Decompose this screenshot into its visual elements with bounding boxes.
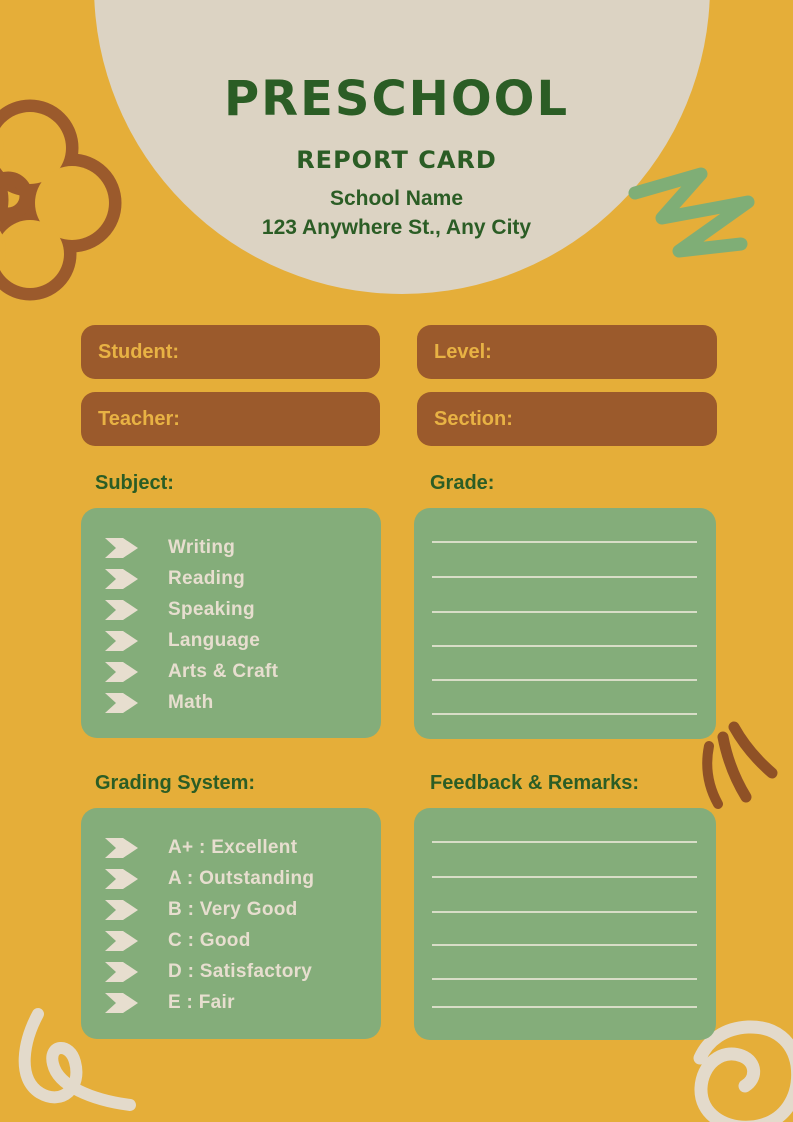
level-field[interactable] [417, 325, 717, 379]
arrow-bullet-icon [105, 538, 138, 558]
writing-line [432, 541, 697, 543]
arrow-bullet-icon [105, 631, 138, 651]
subject-item-label: Math [168, 691, 214, 713]
section-field-label: Section: [434, 408, 513, 430]
student-field-label: Student: [98, 341, 180, 363]
subject-panel [81, 508, 381, 738]
page-title: PRESCHOOL [223, 71, 570, 127]
feedback-remarks-heading: Feedback & Remarks: [430, 772, 639, 794]
list-item [105, 594, 375, 625]
feedback-writing-area[interactable] [414, 808, 716, 1040]
writing-line [432, 576, 697, 578]
grading-item-label: C : Good [168, 929, 251, 951]
writing-line [432, 876, 697, 878]
arrow-bullet-icon [105, 693, 138, 713]
list-item [105, 832, 375, 863]
subject-item-label: Language [168, 629, 261, 651]
writing-line [432, 645, 697, 647]
list-item [105, 894, 375, 925]
subject-heading: Subject: [95, 472, 174, 494]
arrow-bullet-icon [105, 869, 138, 889]
subject-item-label: Arts & Craft [168, 660, 279, 682]
school-address: 123 Anywhere St., Any City [261, 216, 532, 240]
spiral-doodle [700, 1027, 793, 1122]
grading-item-label: B : Very Good [168, 898, 298, 920]
writing-line [432, 944, 697, 946]
subject-item-label: Speaking [168, 598, 255, 620]
list-item [105, 925, 375, 956]
writing-line [432, 679, 697, 681]
arrow-bullet-icon [105, 993, 138, 1013]
writing-line [432, 611, 697, 613]
grading-item-label: E : Fair [168, 991, 235, 1013]
fan-strokes-doodle [707, 727, 772, 804]
arrow-bullet-icon [105, 931, 138, 951]
header [0, 71, 793, 240]
subject-item-label: Writing [168, 536, 236, 558]
list-item [105, 656, 375, 687]
writing-line [432, 978, 697, 980]
arrow-bullet-icon [105, 600, 138, 620]
list-item [105, 956, 375, 987]
list-item [105, 532, 375, 563]
student-field[interactable] [81, 325, 380, 379]
school-name: School Name [329, 187, 464, 211]
grading-item-label: D : Satisfactory [168, 960, 313, 982]
arrow-bullet-icon [105, 569, 138, 589]
writing-line [432, 841, 697, 843]
grade-writing-area[interactable] [414, 508, 716, 739]
writing-line [432, 911, 697, 913]
teacher-field[interactable] [81, 392, 380, 446]
list-item [105, 625, 375, 656]
grading-item-label: A : Outstanding [168, 867, 315, 889]
subject-item-label: Reading [168, 567, 246, 589]
list-item [105, 687, 375, 718]
grading-item-label: A+ : Excellent [168, 836, 298, 858]
grading-system-heading: Grading System: [95, 772, 256, 794]
arrow-bullet-icon [105, 900, 138, 920]
list-item [105, 563, 375, 594]
teacher-field-label: Teacher: [98, 408, 180, 430]
list-item [105, 863, 375, 894]
writing-line [432, 713, 697, 715]
report-card-subtitle: REPORT CARD [296, 146, 497, 175]
arrow-bullet-icon [105, 662, 138, 682]
arrow-bullet-icon [105, 962, 138, 982]
section-field[interactable] [417, 392, 717, 446]
level-field-label: Level: [434, 341, 492, 363]
subject-list [81, 508, 381, 718]
grading-list [81, 808, 381, 1018]
arrow-bullet-icon [105, 838, 138, 858]
grade-heading: Grade: [430, 472, 495, 494]
grading-system-panel [81, 808, 381, 1039]
list-item [105, 987, 375, 1018]
writing-line [432, 1006, 697, 1008]
